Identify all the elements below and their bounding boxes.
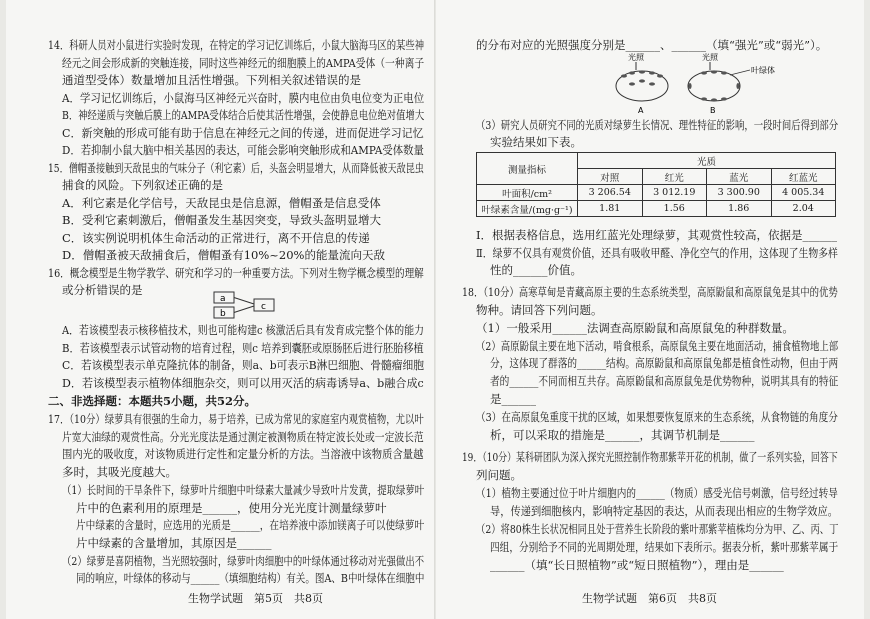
chloroplast-figure — [612, 52, 802, 118]
q15-option-c: C．该实例说明机体生命活动的正常进行，离不开信息的传递 — [62, 231, 370, 245]
table-cell: 3 206.54 — [578, 185, 643, 201]
q17-part3-line2: 实验结果如下表。 — [490, 135, 582, 149]
q17-part1-line4: 片中绿素的含量增加，其原因是______ — [76, 536, 272, 550]
q16-stem-line1: 16．概念模型是生物学教学、研究和学习的一种重要方法。下列对生物学概念模型的理解 — [48, 266, 424, 280]
q15-stem-line1: 15．僧帽蚤接触到天敌昆虫的气味分子（利它素）后，头盔会明显增大，从而降低被天敌昆虫 — [48, 161, 424, 175]
page-fold — [434, 0, 436, 619]
light-type-red: 红光 — [642, 169, 707, 185]
cell-b-outline — [688, 71, 740, 101]
box-b-label: b — [220, 309, 226, 319]
q17-part2-line1: （2）绿萝是喜阴植物，当光照较强时，绿萝叶肉细胞中的叶绿体通过移动对光强做出不 — [62, 554, 425, 568]
page-footer-left: 生物学试题 第5页 共8页 — [188, 592, 323, 605]
q14-option-c: C．新突触的形成可能有助于信息在神经元之间的传递，进而促进学习记忆 — [62, 126, 424, 140]
scan-edge-right — [864, 0, 870, 619]
table-cell: 1.81 — [578, 201, 643, 217]
q17-part1-line3: 片中绿素的含量时，应选用的光质是______，在培养液中添加镁离子可以使绿萝叶 — [76, 518, 425, 532]
q18-stem-line2: 物种。请回答下列问题。 — [476, 303, 603, 317]
q18-stem-line1: 18．（10分）高寒草甸是青藏高原主要的生态系统类型，高原鼢鼠和高原鼠兔是其中的优势 — [462, 285, 838, 299]
box-a-label: a — [220, 294, 226, 304]
q17-stem-line1: 17．（10分）绿萝具有很强的生命力，易于培养，已成为常见的家庭室内观赏植物，尤以叶 — [48, 412, 424, 426]
light-label-a: 光照 — [628, 53, 644, 62]
table-cell: 4 005.34 — [771, 185, 836, 201]
table-row — [477, 201, 836, 217]
q17-part2-line2: 同的响应，叶绿体的移动与______（填细胞结构）有关。图A、B中叶绿体在细胞中 — [76, 571, 425, 585]
light-type-red-blue: 红蓝光 — [771, 169, 836, 185]
q18-part2-line3: 者的______不同而相互共存。高原鼢鼠和高原鼠兔是优势物种，说明其具有的特征 — [490, 374, 839, 388]
q17-part3-ii-line2: 性的______价值。 — [490, 263, 582, 277]
q19-part2-line2: 四组，分别给予不同的光周期处理，结果如下表所示。据表分析，紫叶那紫苹属于 — [490, 540, 839, 554]
q15-option-a: A．利它素是化学信号，天敌昆虫是信息源，僧帽蚤是信息受体 — [62, 196, 381, 210]
arrow-b-to-c — [234, 306, 254, 313]
q17-part3-line1: （3）研究人员研究不同的光质对绿萝生长情况、理性特征的影响，一段时间后得到部分 — [476, 118, 839, 132]
table-row — [477, 185, 836, 201]
q16-option-b: B．若该模型表示试管动物的培育过程，则c 培养到囊胚或原肠胚后进行胚胎移植 — [62, 341, 424, 355]
q14-stem-line3: 通道型受体）数量增加且活性增强。下列相关叙述错误的是 — [62, 73, 361, 87]
q17-stem-line2: 片宽大油绿的观赏性高。分光光度法是通过测定被测物质在特定波长处或一定波长范 — [62, 430, 424, 444]
q14-stem-line2: 经元之间会形成新的突触连接，同时这些神经元的细胞膜上的AMPA受体（一种离子 — [62, 56, 425, 70]
table-header-row — [477, 153, 836, 169]
cell-a-chloroplasts — [621, 70, 663, 85]
table-cell: 1.56 — [642, 201, 707, 217]
q17-part3-i: Ⅰ．根据表格信息，选用红蓝光处理绿萝，其观赏性较高，依据是______ — [476, 228, 838, 242]
q16-option-d: D．若该模型表示植物体细胞杂交，则可以用灭活的病毒诱导a、b融合成c — [62, 376, 424, 390]
q15-option-b: B．受利它素刺激后，僧帽蚤发生基因突变，导致头盔明显增大 — [62, 213, 381, 227]
q15-option-d: D．僧帽蚤被天敌捕食后，僧帽蚤有10%~20%的能量流向天敌 — [62, 248, 385, 262]
light-label-b: 光照 — [702, 53, 718, 62]
q19-stem-line2: 列问题。 — [476, 468, 522, 482]
q14-stem-line1: 14．科研人员对小鼠进行实验时发现，在特定的学习记忆训练后，小鼠大脑海马区的某些神 — [48, 38, 425, 52]
table-cell: 3 300.90 — [707, 185, 772, 201]
right-page — [462, 0, 839, 619]
left-page — [48, 0, 425, 619]
table-cell: 2.04 — [771, 201, 836, 217]
arrow-a-to-c — [234, 298, 254, 305]
q18-part2-line1: （2）高原鼢鼠主要在地下活动，啃食根系，高原鼠兔主要在地面活动，捕食植物地上部 — [476, 339, 839, 353]
q17-stem-line4: 多时，其吸光度越大。 — [62, 465, 177, 479]
q16-option-c: C．若该模型表示单克隆抗体的制备，则a、b可表示B淋巴细胞、骨髓瘤细胞 — [62, 358, 424, 372]
light-type-blue: 蓝光 — [707, 169, 772, 185]
table-header-metric: 测量指标 — [477, 153, 578, 185]
q14-option-b: B．神经递质与突触后膜上的AMPA受体结合后使其活性增强，会使静息电位绝对值增大 — [62, 108, 425, 122]
cell-a-label: A — [638, 106, 644, 115]
box-c-label: c — [261, 302, 266, 312]
row-label-chlorophyll: 叶绿素含量/(mg·g⁻¹) — [477, 201, 578, 217]
q19-part1-line2: 导，传递到细胞核内，影响特定基因的表达，从而表现出相应的生物学效应。 — [490, 504, 838, 518]
q16-option-a: A．若该模型表示核移植技术，则也可能构建c 核激活后具有发育成完整个体的能力 — [62, 323, 424, 337]
cell-b-label: B — [710, 106, 716, 115]
q17-part2-line3: 的分布对应的光照强度分别是______、______（填“强光”或“弱光”）。 — [476, 38, 828, 52]
table-header-light: 光质 — [578, 153, 836, 169]
q15-stem-line2: 捕食的风险。下列叙述正确的是 — [62, 178, 223, 192]
q19-part2-line3: ______（填“长日照植物”或“短日照植物”），理由是______ — [490, 558, 784, 572]
q18-part3-line1: （3）在高原鼠兔重度干扰的区域，如果想要恢复原来的生态系统，从食物链的角度分 — [476, 410, 838, 424]
q18-part3-line2: 析，可以采取的措施是______，其调节机制是______ — [490, 428, 755, 442]
q17-part3-ii-line1: Ⅱ．绿萝不仅具有观赏价值，还具有吸收甲醛、净化空气的作用，这体现了生物多样 — [476, 246, 838, 260]
q17-stem-line3: 围内光的吸收度，对该物质进行定性和定量分析的方法。当溶液中该物质含量越 — [62, 447, 424, 461]
q19-part1-line1: （1）植物主要通过位于叶片细胞内的______（物质）感受光信号刺激，信号经过转导 — [476, 486, 838, 500]
q19-stem-line1: 19．（10分）某科研团队为深入探究光照控制作物那紫苹开花的机制，做了一系列实验，回答下 — [462, 450, 838, 464]
q17-part1-line2: 片中的色素利用的原理是______，使用分光光度计测量绿萝叶 — [76, 501, 387, 515]
experiment-table — [476, 152, 836, 217]
chloroplast-label: 叶绿体 — [751, 66, 775, 75]
scan-edge-left — [0, 0, 6, 619]
page-footer-right: 生物学试题 第6页 共8页 — [582, 592, 717, 605]
light-type-control: 对照 — [578, 169, 643, 185]
q18-part2-line2: 分，这体现了群落的______结构。高原鼢鼠和高原鼠兔都是植食性动物，但由于两 — [490, 356, 839, 370]
concept-model-diagram — [208, 289, 318, 321]
q14-option-d: D．若抑制小鼠大脑中相关基因的表达，可能会影响突触形成和AMPA受体数量 — [62, 143, 424, 157]
row-label-leaf-area: 叶面积/cm² — [477, 185, 578, 201]
q14-option-a: A．学习记忆训练后，小鼠海马区神经元兴奋时，膜内电位由负电位变为正电位 — [62, 91, 425, 105]
q18-part1: （1）一般采用______法调查高原鼢鼠和高原鼠兔的种群数量。 — [476, 321, 794, 335]
q17-part1-line1: （1）长时间的干旱条件下，绿萝叶片细胞中叶绿素大量减少导致叶片发黄，提取绿萝叶 — [62, 483, 425, 497]
section-2-heading: 二、非选择题：本题共5小题，共52分。 — [48, 394, 257, 408]
chloroplast-pointer — [730, 70, 750, 75]
q19-part2-line1: （2）将80株生长状况相同且处于营养生长阶段的紫叶那紫苹植株均分为甲、乙、丙、丁 — [476, 522, 839, 536]
q18-part2-line4: 是______ — [490, 392, 536, 406]
table-cell: 3 012.19 — [642, 185, 707, 201]
q16-stem-line2: 或分析错误的是 — [62, 283, 143, 297]
table-cell: 1.86 — [707, 201, 772, 217]
